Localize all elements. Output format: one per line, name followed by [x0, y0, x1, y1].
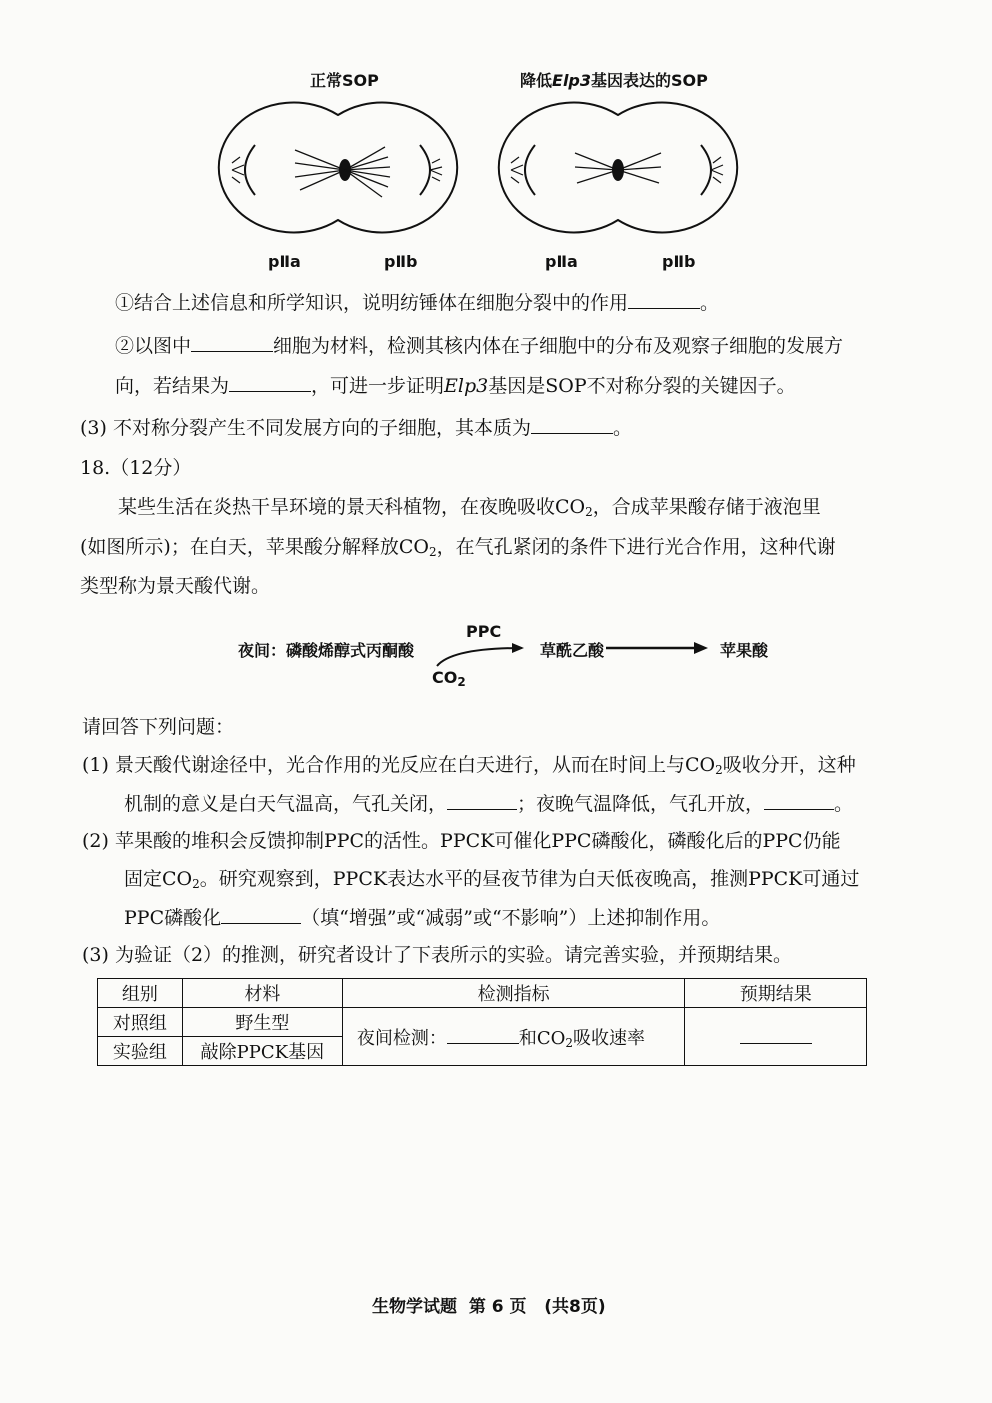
figure-right-title: 降低Elp3基因表达的SOP [520, 71, 708, 90]
q18-intro-line1: 某些生活在炎热干旱环境的景天科植物，在夜晚吸收$CO_2$，合成苹果酸存储于液泡里 [118, 496, 821, 519]
answer-blank[interactable] [221, 905, 301, 924]
pathway-malate: 苹果酸 [720, 641, 769, 660]
table-row [98, 1008, 867, 1037]
q18-q1-line2: 机制的意义是白天气温高，气孔关闭， ；夜晚气温降低，气孔开放， 。 [124, 793, 854, 815]
cell-label-p2b-normal: pⅡb [384, 252, 418, 271]
cell-label-p2a-reduced: pⅡa [545, 252, 578, 271]
q17-item1: ①结合上述信息和所学知识，说明纺锤体在细胞分裂中的作用 。 [115, 292, 720, 314]
q18-q2-line1: (2) 苹果酸的堆积会反馈抑制PPC的活性。PPCK可催化PPC磷酸化，磷酸化后的PPC仍能 [82, 830, 841, 852]
q18-q1-line1: (1) 景天酸代谢途径中，光合作用的光反应在白天进行，从而在时间上与$CO_2$吸收分开，这种 [82, 754, 856, 777]
answer-blank[interactable] [447, 1025, 519, 1044]
experiment-table [97, 978, 867, 1066]
q17-item2-line1: ②以图中 细胞为材料，检测其核内体在子细胞中的分布及观察子细胞的发展方 [115, 335, 844, 357]
q18-intro-line2: (如图所示)；在白天，苹果酸分解释放$CO_2$，在气孔紧闭的条件下进行光合作用，这种代谢 [80, 536, 836, 559]
header-expected: 预期结果 [685, 979, 867, 1008]
answer-blank[interactable] [764, 791, 834, 810]
figure-left-title: 正常SOP [310, 71, 379, 90]
detect-cell: 夜间检测： 和$CO_2$吸收速率 [342, 1008, 685, 1066]
expected-cell [685, 1008, 867, 1066]
answer-blank[interactable] [531, 415, 613, 434]
q17-item3: (3) 不对称分裂产生不同发展方向的子细胞，其本质为 。 [80, 417, 632, 439]
answer-blank[interactable] [740, 1025, 812, 1044]
header-detect: 检测指标 [342, 979, 685, 1008]
row-control-group: 对照组 [98, 1008, 183, 1037]
table-header-row [98, 979, 867, 1008]
row-exp-group: 实验组 [98, 1037, 183, 1066]
cell-division-figure [210, 95, 750, 245]
answer-blank[interactable] [229, 373, 311, 392]
pathway-prefix: 夜间：磷酸烯醇式丙酮酸 [238, 641, 415, 660]
q18-header: 18.（12分） [80, 457, 192, 479]
normal-sop-cell [219, 103, 457, 233]
q18-q2-line2: 固定$CO_2$。研究观察到，PPCK表达水平的昼夜节律为白天低夜晚高，推测PPCK可通过 [124, 868, 860, 891]
cell-label-p2b-reduced: pⅡb [662, 252, 696, 271]
reduced-elp3-sop-cell [499, 102, 737, 232]
answer-blank[interactable] [191, 333, 273, 352]
page-footer: 生物学试题 第 6 页 (共8页) [372, 1297, 606, 1317]
answer-blank[interactable] [628, 290, 700, 309]
q18-q2-line3: PPC磷酸化 （填“增强”或“减弱”或“不影响”）上述抑制作用。 [124, 907, 721, 929]
q17-item2-line2: 向，若结果为 ，可进一步证明Elp3基因是SOP不对称分裂的关键因子。 [115, 375, 796, 397]
pathway-co2: $CO_2$ [432, 668, 466, 689]
q18-q3: (3) 为验证（2）的推测，研究者设计了下表所示的实验。请完善实验，并预期结果。 [82, 944, 793, 966]
header-material: 材料 [182, 979, 342, 1008]
answer-blank[interactable] [447, 791, 517, 810]
pathway-enzyme: PPC [466, 622, 502, 641]
header-group: 组别 [98, 979, 183, 1008]
cell-label-p2a-normal: pⅡa [268, 252, 301, 271]
row-control-material: 野生型 [182, 1008, 342, 1037]
q18-prompt: 请回答下列问题： [82, 716, 235, 738]
q18-intro-line3: 类型称为景天酸代谢。 [80, 575, 271, 597]
row-exp-material: 敲除PPCK基因 [182, 1037, 342, 1066]
pathway-oxaloacetate: 草酰乙酸 [540, 641, 605, 660]
